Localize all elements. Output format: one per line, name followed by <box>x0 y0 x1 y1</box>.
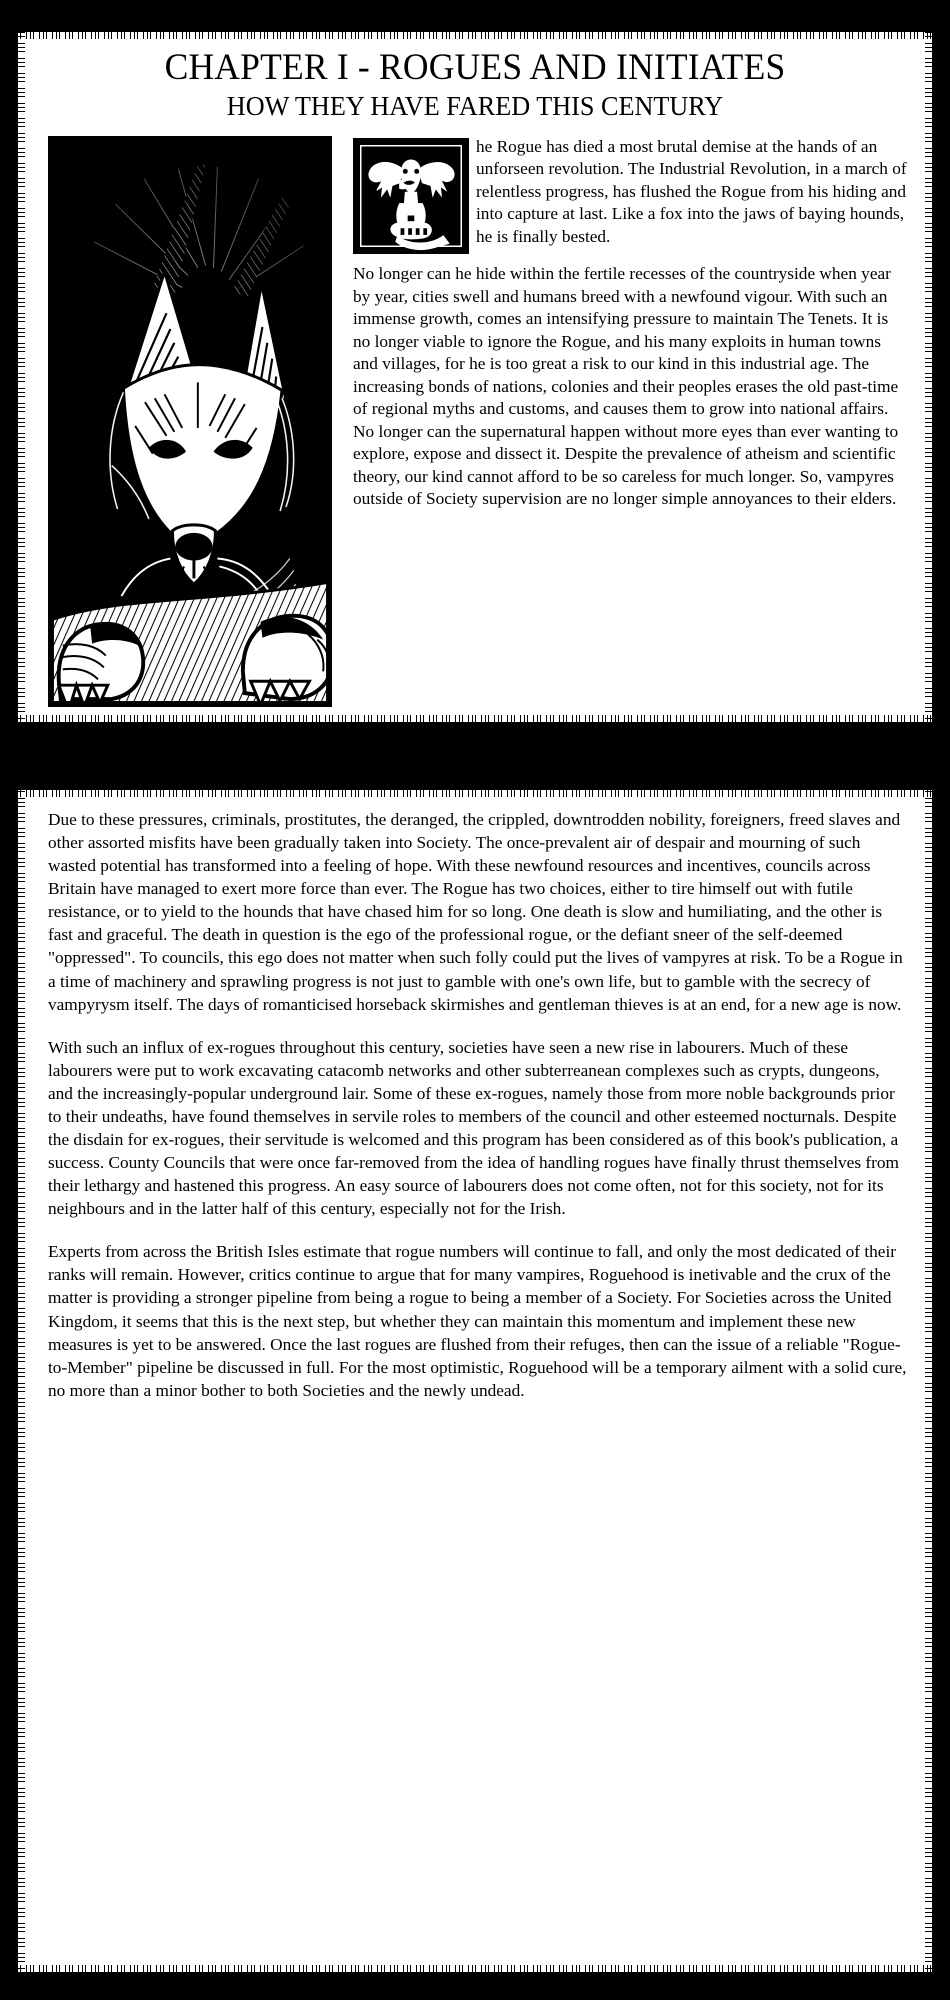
hero-paragraph-2: No longer can he hide within the fertile recesses of the countryside when year by year, cities swell and humans breed with a newfound vigour. With such an immense growth, comes an intensifying pressure to maintain The Tenets. It is no longer viable to ignore the Rogue, and his many exploits in human towns and villages, for he is too great a risk to our kind in this industrial age. The increasing bonds of nations, colonies and their peoples erases the old past-time of regional myths and customs, and causes them to grow into national affairs. No longer can the supernatural happen without more eyes than ever wanting to explore, expose and dissect it. Despite the prevalence of atheism and scientific theory, our kind cannot afford to be so careless for much longer. So, vampyres outside of Society supervision are no longer simple annoyances to their elders. <box>353 264 899 509</box>
fox-woodcut-icon <box>51 139 329 704</box>
body-paragraph-1: Due to these pressures, criminals, prostitutes, the deranged, the crippled, downtrodden nobility, foreigners, freed slaves and other assorted misfits have been gradually taken into Society. The once-prevalent air of despair and mourning of such wasted potential has transformed into a feeling of hope. With these newfound resources and incentives, councils across Britain have managed to exert more force than ever. The Rogue has two choices, either to tire himself out with futile resistance, or to yield to the hounds that have chased him for so long. One death is slow and humiliating, and the other is fast and graceful. The death in question is the ego of the professional rogue, or the defiant sneer of the self-deemed "oppressed". To councils, this ego does not matter when such folly could put the lives of vampyres at risk. To be a Rogue in a time of machinery and sprawling progress is not just to gamble with one's own life, but to gamble with the secrecy of vampyrysm itself. The days of romanticised horseback skirmishes and gentleman thieves is at an end, for a new age is now. <box>48 810 903 1014</box>
hero-paragraph-1 <box>353 136 908 248</box>
body-paragraph-3: Experts from across the British Isles estimate that rogue numbers will continue to fall, and only the most dedicated of their ranks will remain. However, critics continue to argue that for many vampires, Roguehood is inetivable and the crux of the matter is providing a stronger pipeline from being a rogue to being a member of a Society. For Societies across the United Kingdom, it seems that this is the next step, but whether they can maintain this momentum and implement these new measures is yet to be answered. Once the last rogues are flushed from their refuges, then can the issue of a reliable "Rogue-to-Member" pipeline be discussed in full. For the most optimistic, Roguehood will be a temporary ailment with a solid cure, no more than a minor bother to both Societies and the newly undead. <box>48 1242 907 1400</box>
fox-and-hounds-illustration <box>48 136 332 707</box>
body-text-column <box>48 808 908 1402</box>
hero-paragraph-1-text: he Rogue has died a most brutal demise at the hands of an unforseen revolution. The Industrial Revolution, in a march of relentless progress, has flushed the Rogue from his hiding and into capture at last. Like a fox into the jaws of baying hounds, he is finally bested. <box>476 137 907 246</box>
top-page-panel <box>18 32 932 722</box>
page-title: CHAPTER I - ROGUES AND INITIATES <box>164 47 786 88</box>
bottom-page-panel <box>18 790 932 1972</box>
page-subtitle: HOW THEY HAVE FARED THIS CENTURY <box>226 91 724 122</box>
panel-torn-edge-left <box>18 31 25 723</box>
hero-text-column <box>353 136 908 706</box>
panel-torn-edge-right <box>925 31 932 723</box>
panel-torn-edge-left <box>18 789 25 1973</box>
panel-torn-edge-right <box>925 789 932 1973</box>
gargoyle-initial-t-icon <box>356 141 466 251</box>
illuminated-initial-icon <box>353 138 469 254</box>
hero-region <box>48 136 908 706</box>
body-paragraph-2: With such an influx of ex-rogues throughout this century, societies have seen a new rise in labourers. Much of these labourers were put to work excavating catacomb networks and other subterreanean complexes such as crypts, dungeons, and the increasingly-popular underground lair. Some of these ex-rogues, namely those from more noble backgrounds prior to their undeaths, have found themselves in servile roles to members of the council and other esteemed nocturnals. Despite the disdain for ex-rogues, their servitude is welcomed and this program has been considered as of this book's publication, a success. County Councils that were once far-removed from the idea of handling rogues have finally thrust themselves from their lethargy and hastened this progress. An easy source of labourers does not come often, not for this society, not for its neighbours and in the latter half of this century, especially not for the Irish. <box>48 1037 899 1219</box>
